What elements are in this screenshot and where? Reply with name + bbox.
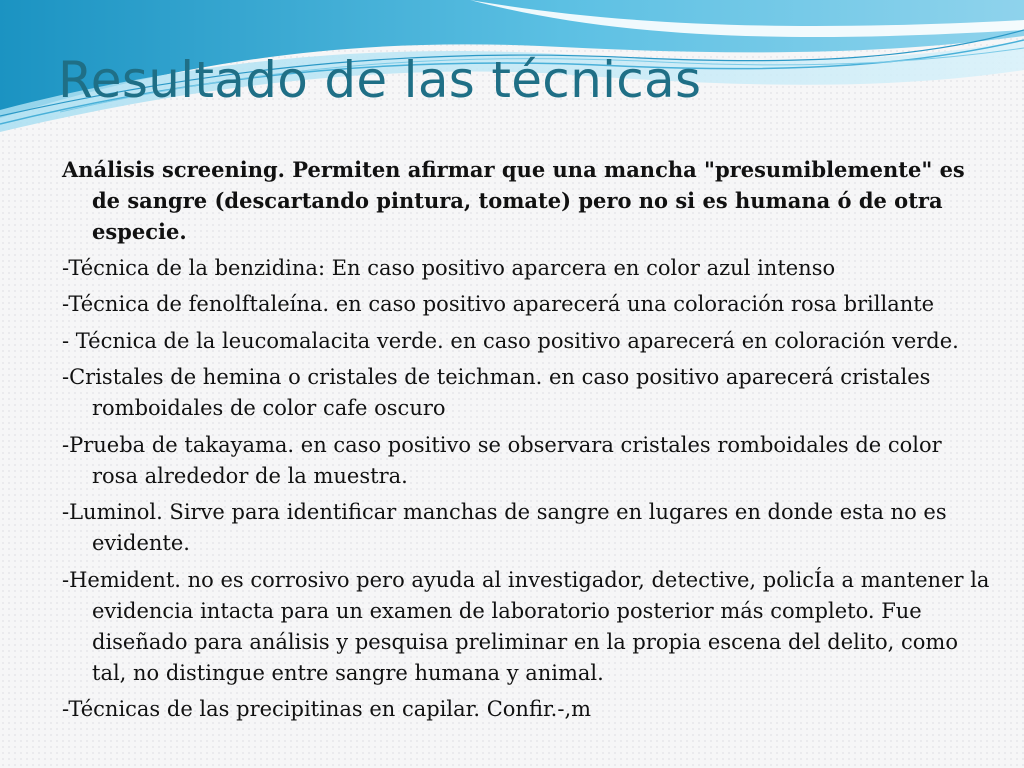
paragraph-luminol: -Luminol. Sirve para identificar manchas de sangre en lugares en donde esta no es evidente. xyxy=(62,500,947,555)
paragraph-hemina: -Cristales de hemina o cristales de teichman. en caso positivo aparecerá cristales romboidales de color cafe oscuro xyxy=(62,365,931,420)
paragraph-leucomalacita: - Técnica de la leucomalacita verde. en caso positivo aparecerá en coloración verde. xyxy=(62,328,959,353)
paragraph-hemident: -Hemident. no es corrosivo pero ayuda al investigador, detective, policÍa a mantener la evidencia intacta para un examen de laboratorio posterior más completo. Fue diseñado para análisis y pesquisa preliminar en la propia escena del delito, como tal, no distingue entre sangre humana y animal. xyxy=(62,567,990,685)
slide-body xyxy=(62,154,992,731)
paragraph-screening: Análisis screening. Permiten afirmar que una mancha "presumiblemente" es de sangre (descartando pintura, tomate) pero no si es humana ó de otra especie. xyxy=(62,157,965,244)
slide-title: Resultado de las técnicas xyxy=(58,51,702,109)
paragraph-takayama: -Prueba de takayama. en caso positivo se observara cristales romboidales de color rosa alrededor de la muestra. xyxy=(62,432,942,488)
paragraph-benzidina: -Técnica de la benzidina: En caso positivo aparcera en color azul intenso xyxy=(62,255,836,280)
paragraph-fenolftaleina: -Técnica de fenolftaleína. en caso positivo aparecerá una coloración rosa brillante xyxy=(62,292,935,316)
paragraph-precipitinas: -Técnicas de las precipitinas en capilar. Confir.-,m xyxy=(62,697,592,721)
